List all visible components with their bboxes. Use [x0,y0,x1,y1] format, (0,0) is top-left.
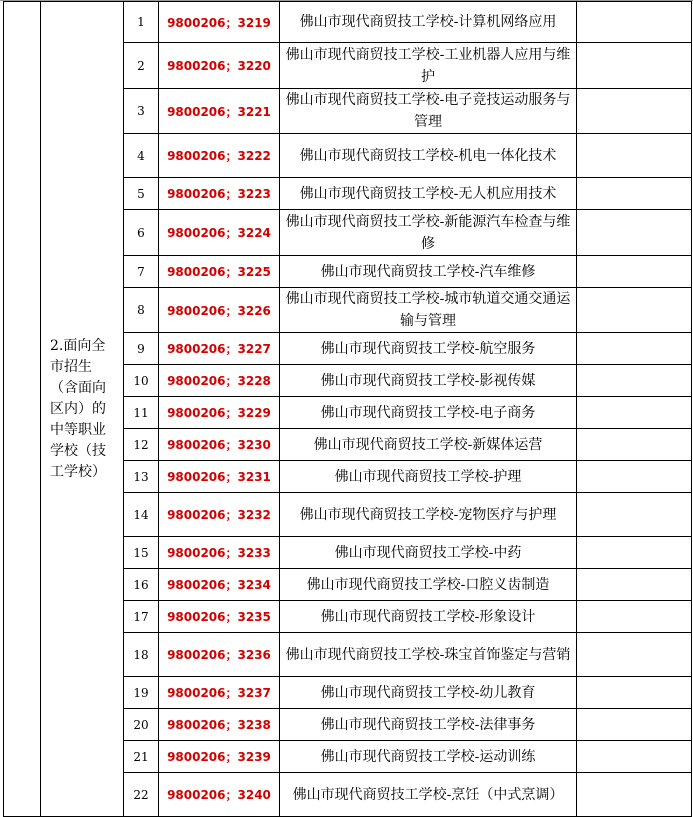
row-number: 8 [124,288,159,333]
note-cell [577,709,692,741]
school-code: 9800206；3225 [159,256,280,288]
note-cell [577,89,692,134]
school-program-name: 佛山市现代商贸技工学校-形象设计 [280,601,577,633]
row-number: 19 [124,677,159,709]
note-cell [577,178,692,210]
school-program-name: 佛山市现代商贸技工学校-汽车维修 [280,256,577,288]
school-program-name: 佛山市现代商贸技工学校-法律事务 [280,709,577,741]
school-program-name: 佛山市现代商贸技工学校-宠物医疗与护理 [280,493,577,537]
school-code: 9800206；3230 [159,429,280,461]
row-number: 2 [124,43,159,89]
row-number: 15 [124,537,159,569]
note-cell [577,569,692,601]
note-cell [577,2,692,43]
school-program-name: 佛山市现代商贸技工学校-新媒体运营 [280,429,577,461]
school-code: 9800206；3239 [159,741,280,773]
school-program-name: 佛山市现代商贸技工学校-运动训练 [280,741,577,773]
school-code: 9800206；3223 [159,178,280,210]
school-program-name: 佛山市现代商贸技工学校-航空服务 [280,333,577,365]
school-program-name: 佛山市现代商贸技工学校-护理 [280,461,577,493]
school-code: 9800206；3235 [159,601,280,633]
school-program-name: 佛山市现代商贸技工学校-影视传媒 [280,365,577,397]
school-program-name: 佛山市现代商贸技工学校-无人机应用技术 [280,178,577,210]
school-program-name: 佛山市现代商贸技工学校-城市轨道交通交通运输与管理 [280,288,577,333]
table-body [4,2,692,817]
note-cell [577,461,692,493]
row-number: 16 [124,569,159,601]
school-code: 9800206；3221 [159,89,280,134]
note-cell [577,493,692,537]
school-code: 9800206；3240 [159,773,280,817]
school-code: 9800206；3224 [159,210,280,256]
note-cell [577,210,692,256]
note-cell [577,429,692,461]
row-number: 9 [124,333,159,365]
row-number: 7 [124,256,159,288]
school-code: 9800206；3219 [159,2,280,43]
row-number: 21 [124,741,159,773]
school-program-name: 佛山市现代商贸技工学校-电子竞技运动服务与管理 [280,89,577,134]
school-program-name: 佛山市现代商贸技工学校-机电一体化技术 [280,134,577,178]
row-number: 20 [124,709,159,741]
row-number: 10 [124,365,159,397]
note-cell [577,601,692,633]
category-label: 2.面向全市招生（含面向区内）的中等职业学校（技工学校） [50,337,106,480]
school-program-name: 佛山市现代商贸技工学校-计算机网络应用 [280,2,577,43]
school-code: 9800206；3232 [159,493,280,537]
school-program-name: 佛山市现代商贸技工学校-珠宝首饰鉴定与营销 [280,633,577,677]
school-code: 9800206；3234 [159,569,280,601]
school-list-table [3,1,692,817]
school-code: 9800206；3222 [159,134,280,178]
school-code: 9800206；3228 [159,365,280,397]
school-code: 9800206；3231 [159,461,280,493]
row-number: 18 [124,633,159,677]
school-code: 9800206；3220 [159,43,280,89]
note-cell [577,288,692,333]
note-cell [577,256,692,288]
row-number: 12 [124,429,159,461]
school-code: 9800206；3236 [159,633,280,677]
school-program-name: 佛山市现代商贸技工学校-中药 [280,537,577,569]
row-number: 22 [124,773,159,817]
school-code: 9800206；3226 [159,288,280,333]
note-cell [577,741,692,773]
row-number: 14 [124,493,159,537]
note-cell [577,773,692,817]
note-cell [577,365,692,397]
school-program-name: 佛山市现代商贸技工学校-电子商务 [280,397,577,429]
row-number: 5 [124,178,159,210]
school-code: 9800206；3227 [159,333,280,365]
category-cell [41,2,124,817]
row-number: 17 [124,601,159,633]
school-program-name: 佛山市现代商贸技工学校-新能源汽车检查与维修 [280,210,577,256]
school-code: 9800206；3233 [159,537,280,569]
school-code: 9800206；3238 [159,709,280,741]
note-cell [577,677,692,709]
table-row [4,2,692,43]
note-cell [577,633,692,677]
row-number: 3 [124,89,159,134]
note-cell [577,537,692,569]
school-code: 9800206；3237 [159,677,280,709]
school-program-name: 佛山市现代商贸技工学校-幼儿教育 [280,677,577,709]
school-program-name: 佛山市现代商贸技工学校-工业机器人应用与维护 [280,43,577,89]
note-cell [577,43,692,89]
row-number: 4 [124,134,159,178]
row-number: 11 [124,397,159,429]
school-program-name: 佛山市现代商贸技工学校-烹饪（中式烹调） [280,773,577,817]
note-cell [577,333,692,365]
blank-left-column [4,2,41,817]
row-number: 6 [124,210,159,256]
note-cell [577,134,692,178]
school-code: 9800206；3229 [159,397,280,429]
school-program-name: 佛山市现代商贸技工学校-口腔义齿制造 [280,569,577,601]
row-number: 1 [124,2,159,43]
row-number: 13 [124,461,159,493]
note-cell [577,397,692,429]
